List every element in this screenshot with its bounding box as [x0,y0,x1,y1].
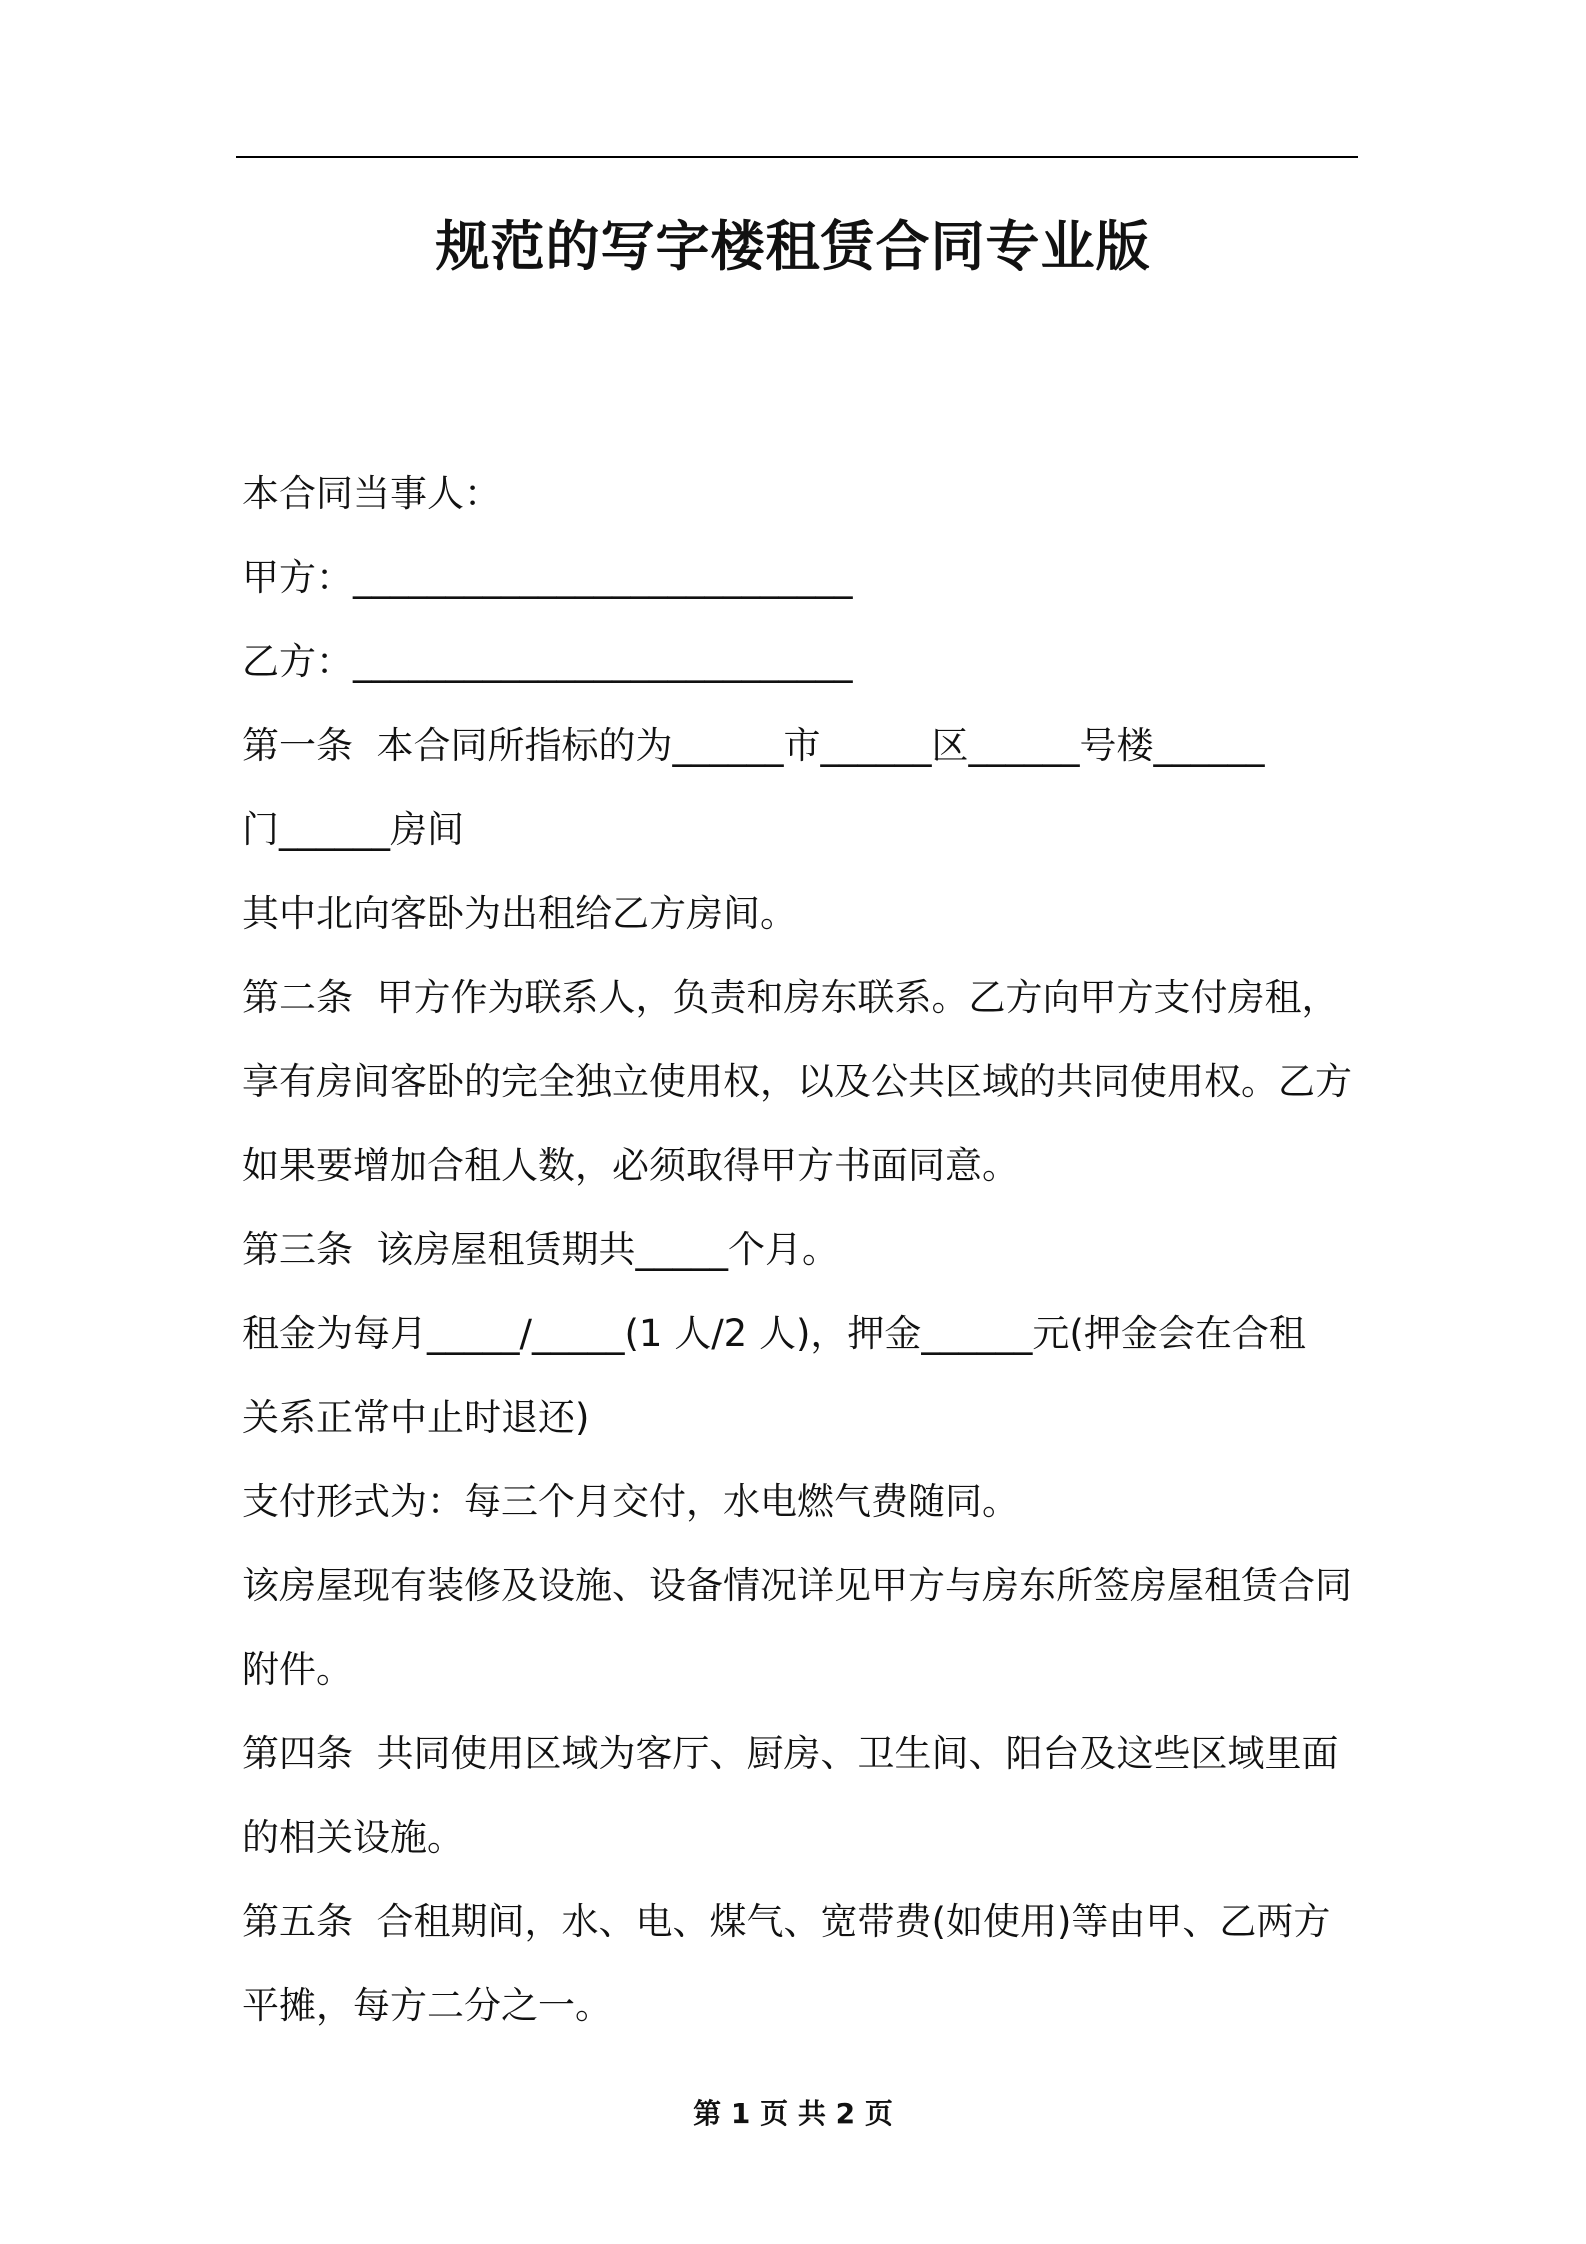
document-title: 规范的写字楼租赁合同专业版 [435,215,1151,278]
article-3-line-4: 支付形式为：每三个月交付，水电燃气费随同。 [242,1480,1019,1523]
article-3-line-6: 附件。 [242,1648,353,1691]
article-5-line-2: 平摊，每方二分之一。 [242,1984,612,2027]
article-3-line-2: 租金为每月_____/_____(1 人/2 人)，押金______元(押金会在合租 [242,1312,1306,1355]
article-1-line-2: 门______房间 [242,808,464,851]
header-rule [236,156,1358,158]
document-body [242,452,1358,2048]
article-2-line-2: 享有房间客卧的完全独立使用权，以及公共区域的共同使用权。乙方 [242,1060,1352,1103]
party-a-line: 甲方：___________________________ [242,556,853,599]
article-3-line-3: 关系正常中止时退还) [242,1396,590,1439]
article-4-line-2: 的相关设施。 [242,1816,464,1859]
article-1-line-3: 其中北向客卧为出租给乙方房间。 [242,892,797,935]
article-4-line-1: 第四条 共同使用区域为客厅、厨房、卫生间、阳台及这些区域里面 [242,1732,1339,1775]
article-1-line-1: 第一条 本合同所指标的为______市______区______号楼______ [242,724,1265,767]
article-2-line-3: 如果要增加合租人数，必须取得甲方书面同意。 [242,1144,1019,1187]
article-2-line-1: 第二条 甲方作为联系人，负责和房东联系。乙方向甲方支付房租， [242,976,1339,1019]
article-3-line-1: 第三条 该房屋租赁期共_____个月。 [242,1228,840,1271]
article-3-line-5: 该房屋现有装修及设施、设备情况详见甲方与房东所签房屋租赁合同 [242,1564,1352,1607]
article-5-line-1: 第五条 合租期间，水、电、煤气、宽带费(如使用)等由甲、乙两方 [242,1900,1331,1943]
party-b-line: 乙方：___________________________ [242,640,853,683]
page-indicator: 第 1 页 共 2 页 [693,2097,893,2130]
parties-heading: 本合同当事人： [242,472,501,515]
